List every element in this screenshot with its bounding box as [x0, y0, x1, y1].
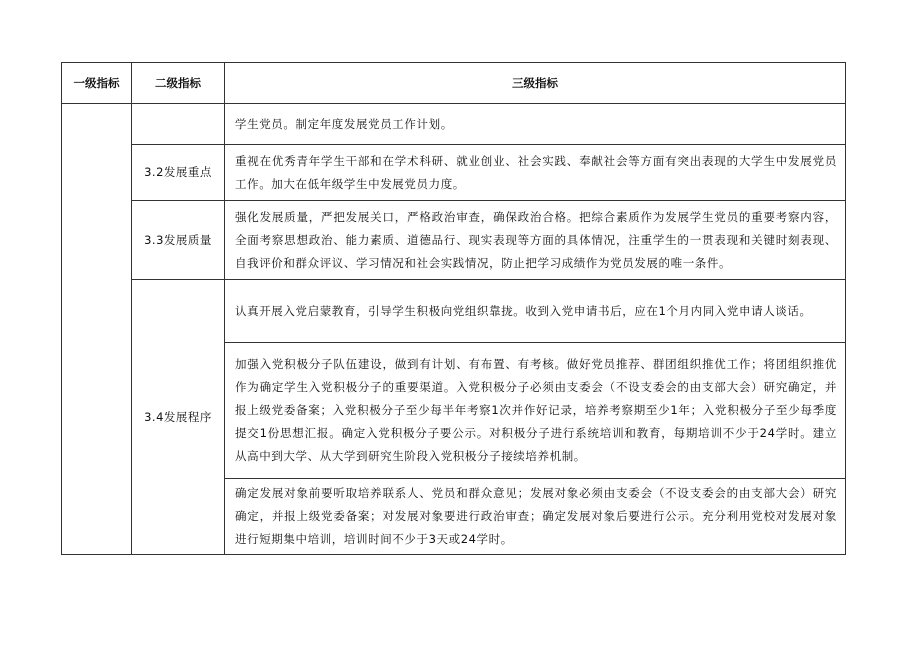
- level3-cell: 学生党员。制定年度发展党员工作计划。: [225, 104, 846, 145]
- level1-cell: [62, 104, 132, 555]
- header-level1: 一级指标: [62, 63, 132, 104]
- level3-cell: 加强入党积极分子队伍建设，做到有计划、有布置、有考核。做好党员推荐、群团组织推优工作；将团组织推优作为确定学生入党积极分子的重要渠道。入党积极分子必须由支委会（不设支委会的由支部大会）研究确定，并报上级党委备案；入党积极分子至少每半年考察1次并作好记录，培养考察期至少1年；入党积极分子至少每季度提交1份思想汇报。确定入党积极分子要公示。对积极分子进行系统培训和教育，每期培训不少于24学时。建立从高中到大学、从大学到研究生阶段入党积极分子接续培养机制。: [225, 343, 846, 479]
- level2-cell: [132, 104, 225, 145]
- table-row: [62, 280, 846, 343]
- table-header-row: [62, 63, 846, 104]
- indicator-table: [61, 62, 846, 555]
- level2-cell: 3.3发展质量: [132, 201, 225, 280]
- header-level3: 三级指标: [225, 63, 846, 104]
- level3-cell: 认真开展入党启蒙教育，引导学生积极向党组织靠拢。收到入党申请书后，应在1个月内同入党申请人谈话。: [225, 280, 846, 343]
- header-level2: 二级指标: [132, 63, 225, 104]
- level3-cell: 确定发展对象前要听取培养联系人、党员和群众意见；发展对象必须由支委会（不设支委会的由支部大会）研究确定，并报上级党委备案；对发展对象要进行政治审查；确定发展对象后要进行公示。充分利用党校对发展对象进行短期集中培训，培训时间不少于3天或24学时。: [225, 479, 846, 555]
- level2-cell: 3.4发展程序: [132, 280, 225, 555]
- level3-cell: 重视在优秀青年学生干部和在学术科研、就业创业、社会实践、奉献社会等方面有突出表现的大学生中发展党员工作。加大在低年级学生中发展党员力度。: [225, 145, 846, 201]
- level2-cell: 3.2发展重点: [132, 145, 225, 201]
- table-row: [62, 145, 846, 201]
- table-row: [62, 201, 846, 280]
- table-row: [62, 104, 846, 145]
- level3-cell: 强化发展质量，严把发展关口，严格政治审查，确保政治合格。把综合素质作为发展学生党员的重要考察内容，全面考察思想政治、能力素质、道德品行、现实表现等方面的具体情况，注重学生的一贯表现和关键时刻表现、自我评价和群众评议、学习情况和社会实践情况，防止把学习成绩作为党员发展的唯一条件。: [225, 201, 846, 280]
